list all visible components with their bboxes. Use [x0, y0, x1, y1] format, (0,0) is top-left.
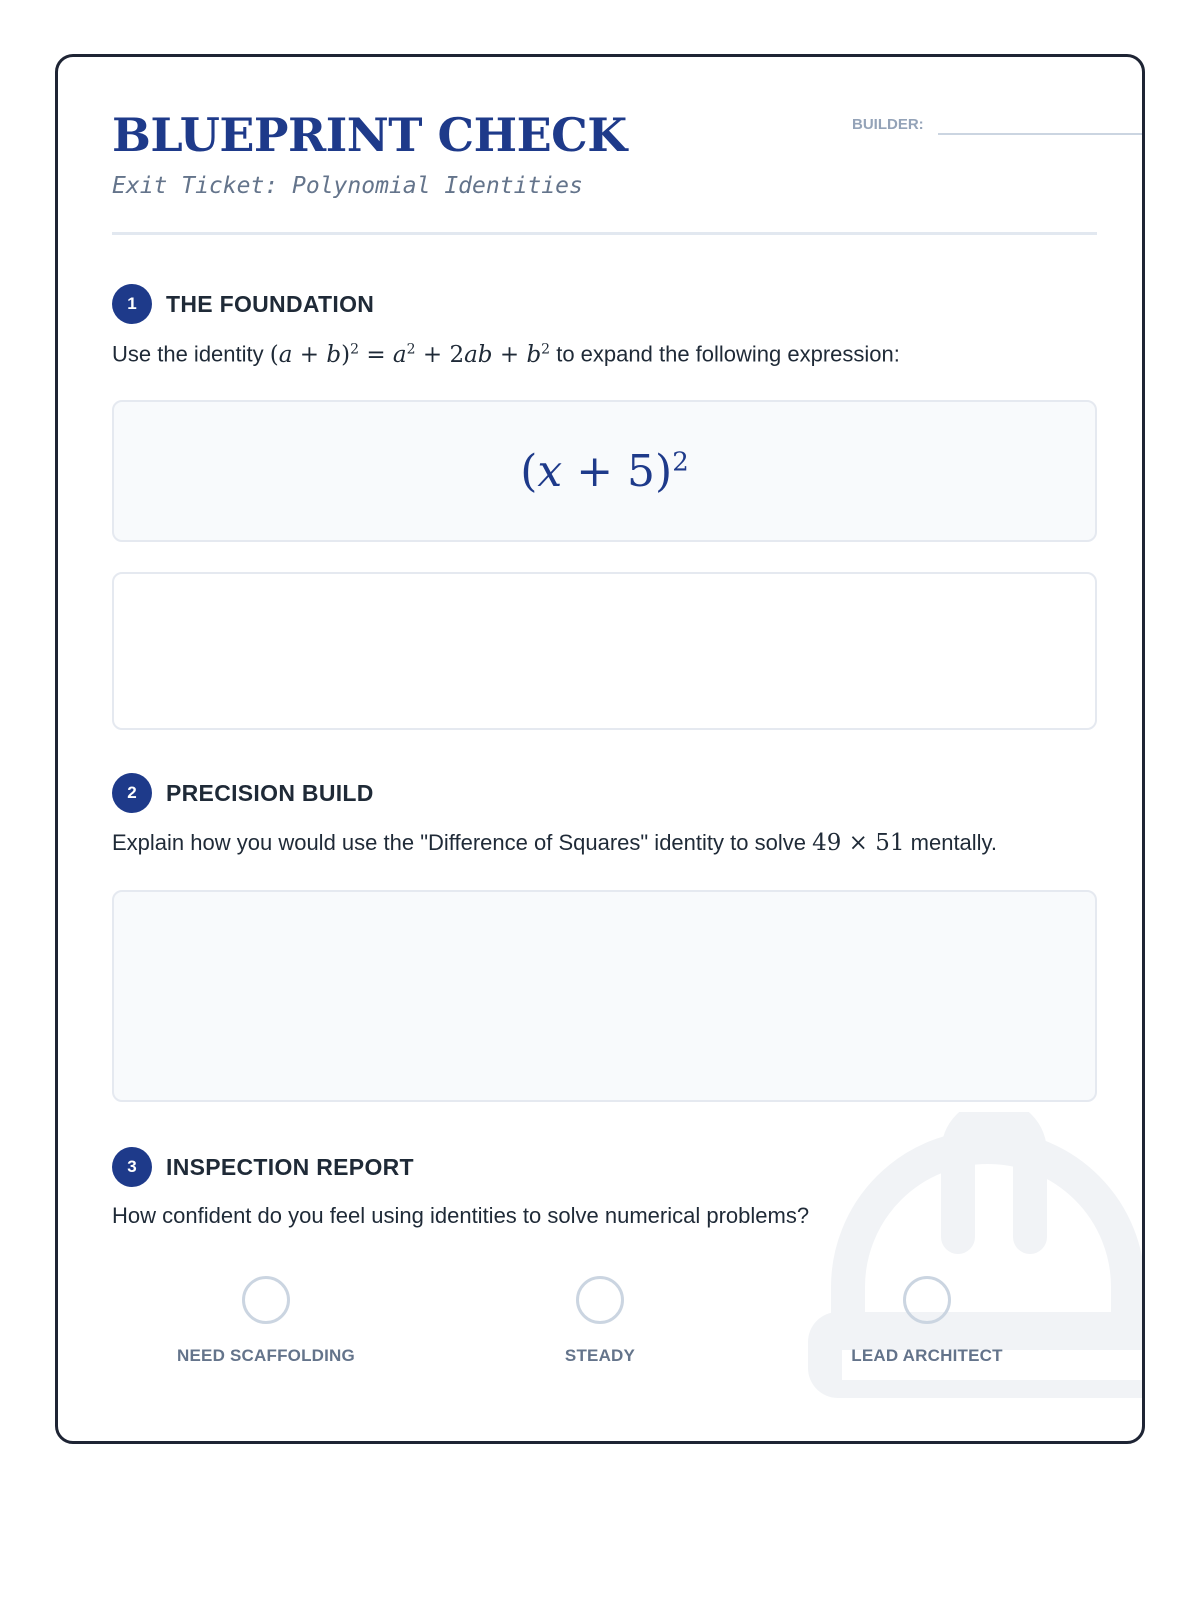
- question-2-header: [112, 773, 374, 813]
- question-1-prompt: [112, 341, 900, 369]
- builder-label: BUILDER:: [852, 116, 924, 133]
- question-2-prompt: [112, 830, 997, 858]
- radio-button[interactable]: [576, 1276, 624, 1324]
- expression-to-expand: $(x + 5)^2$: [520, 445, 689, 497]
- prompt-text: Explain how you would use the "Difference of Squares" identity to solve: [112, 830, 806, 855]
- question-number-badge: 3: [112, 1147, 152, 1187]
- header-divider: [112, 232, 1097, 235]
- identity-formula: $(a + b)^2 = a^2 + 2ab + b^2$: [269, 341, 551, 368]
- worksheet-title: BLUEPRINT CHECK: [112, 108, 627, 162]
- prompt-text: to expand the following expression:: [556, 341, 900, 367]
- exit-ticket-card: [55, 54, 1145, 1444]
- builder-field: [852, 117, 1097, 141]
- rating-label: NEED SCAFFOLDING: [177, 1346, 355, 1365]
- radio-button[interactable]: [242, 1276, 290, 1324]
- prompt-text: Use the identity: [112, 341, 264, 367]
- question-number-badge: 2: [112, 773, 152, 813]
- builder-name-input[interactable]: [938, 133, 1145, 135]
- multiplication-expression: 49 × 51: [812, 830, 905, 856]
- question-1-header: [112, 284, 374, 324]
- rating-option-lead-architect[interactable]: [807, 1276, 1047, 1366]
- rating-option-need-scaffolding[interactable]: [146, 1276, 386, 1366]
- rating-label: STEADY: [564, 1346, 636, 1365]
- rating-label: LEAD ARCHITECT: [851, 1346, 1003, 1365]
- question-title: INSPECTION REPORT: [166, 1153, 414, 1180]
- question-3-prompt: How confident do you feel using identities to solve numerical problems?: [112, 1203, 810, 1228]
- question-title: THE FOUNDATION: [166, 290, 375, 317]
- expression-box: [112, 400, 1097, 542]
- question-title: PRECISION BUILD: [166, 779, 374, 806]
- answer-box-1[interactable]: [112, 572, 1097, 730]
- question-3-header: [112, 1147, 414, 1187]
- question-number-badge: 1: [112, 284, 152, 324]
- radio-button[interactable]: [903, 1276, 951, 1324]
- worksheet-subtitle: Exit Ticket: Polynomial Identities: [112, 173, 583, 199]
- prompt-text: mentally.: [910, 830, 998, 855]
- answer-box-2[interactable]: [112, 890, 1097, 1102]
- rating-option-steady[interactable]: [480, 1276, 720, 1366]
